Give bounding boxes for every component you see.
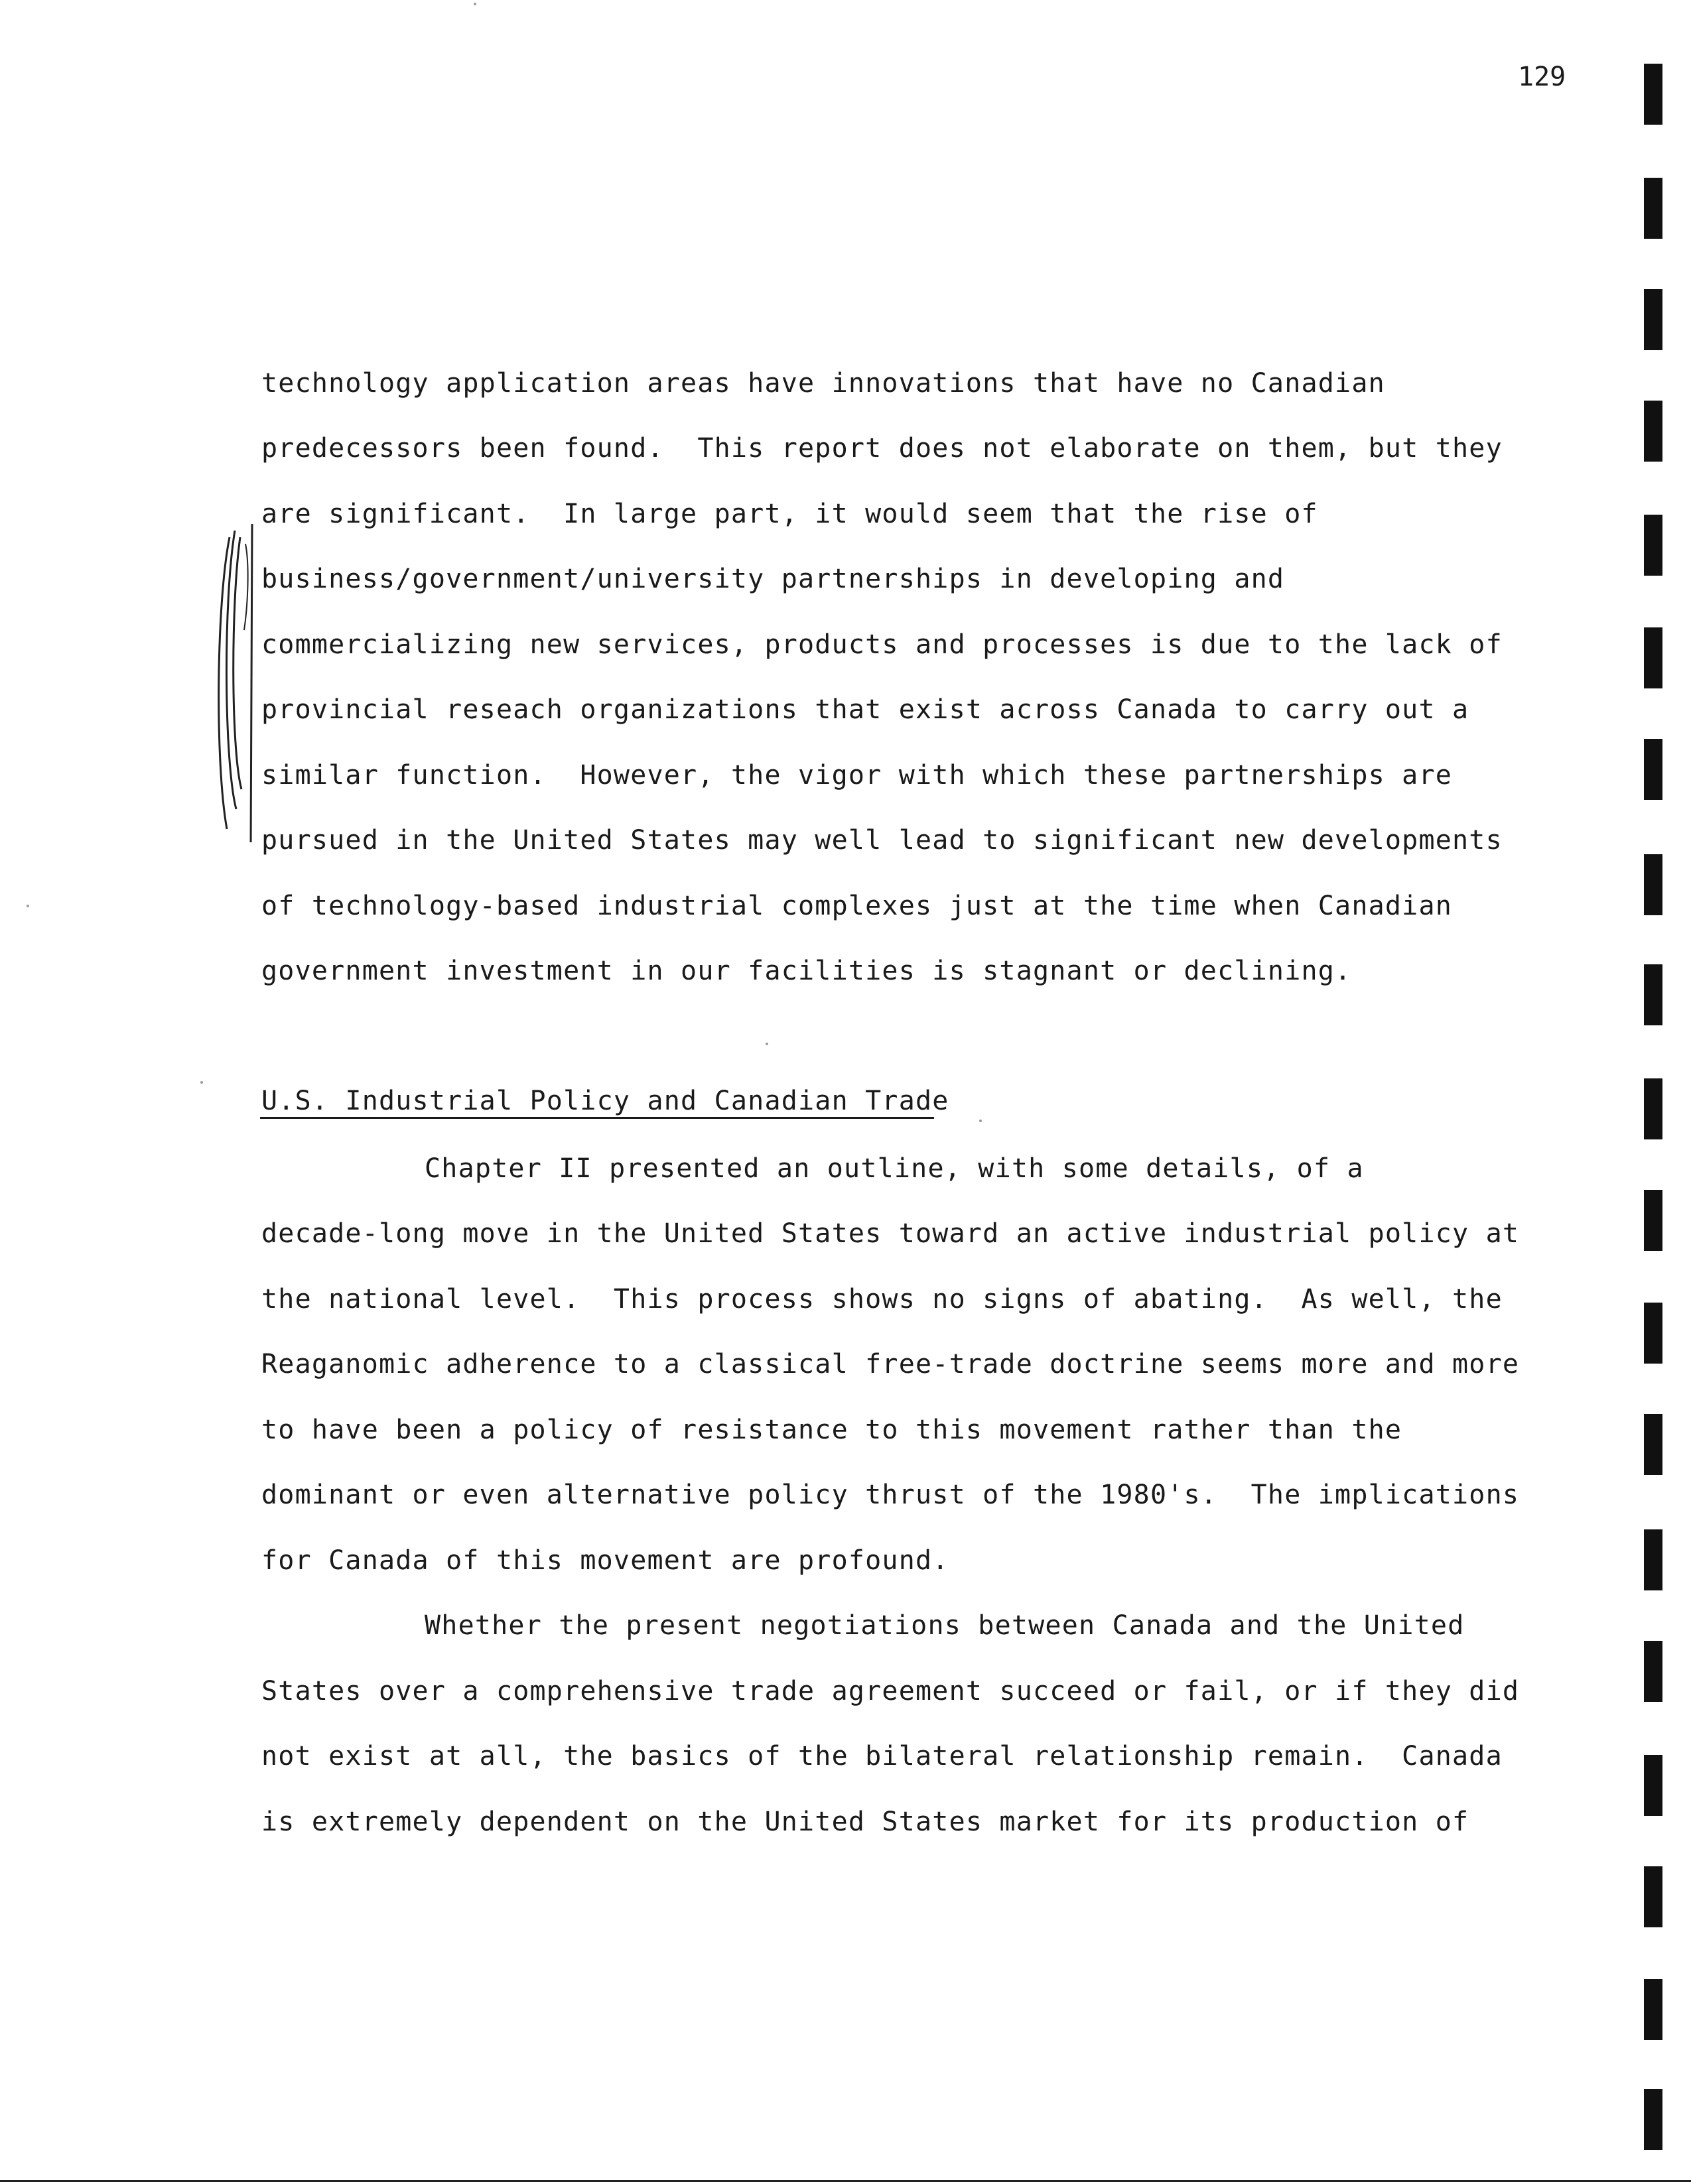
- body-text-line: to have been a policy of resistance to this movement rather than the: [261, 1415, 1402, 1445]
- binding-mark: [1644, 1755, 1662, 1816]
- body-text-line: is extremely dependent on the United States market for its production of: [261, 1807, 1469, 1837]
- binding-mark: [1644, 627, 1662, 688]
- body-text-line: similar function. However, the vigor with which these partnerships are: [261, 760, 1453, 791]
- binding-mark: [1644, 1303, 1662, 1364]
- body-text-line: pursued in the United States may well lead to significant new developments: [261, 825, 1503, 856]
- body-text-line: technology application areas have innovations that have no Canadian: [261, 368, 1385, 399]
- body-text-line: are significant. In large part, it would seem that the rise of: [261, 499, 1318, 529]
- body-text-line: dominant or even alternative policy thrust of the 1980's. The implications: [261, 1480, 1520, 1510]
- body-text-line: States over a comprehensive trade agreement succeed or fail, or if they did: [261, 1676, 1520, 1706]
- body-text-line: Whether the present negotiations between Canada and the United: [425, 1610, 1465, 1641]
- body-text-line: government investment in our facilities is stagnant or declining.: [261, 956, 1352, 986]
- binding-mark: [1644, 1190, 1662, 1251]
- binding-mark: [1644, 1529, 1662, 1590]
- heading-underline: [260, 1117, 934, 1119]
- body-text-line: provincial reseach organizations that exist across Canada to carry out a: [261, 694, 1469, 725]
- scan-speck: [766, 1043, 768, 1045]
- body-text-line: Chapter II presented an outline, with some details, of a: [425, 1153, 1364, 1184]
- binding-mark: [1644, 854, 1662, 915]
- binding-mark: [1644, 1414, 1662, 1475]
- binding-mark: [1644, 401, 1662, 462]
- body-text-line: decade-long move in the United States toward an active industrial policy at: [261, 1218, 1520, 1249]
- binding-mark: [1644, 64, 1662, 125]
- binding-mark: [1644, 1979, 1662, 2040]
- body-text-line: predecessors been found. This report does not elaborate on them, but they: [261, 433, 1503, 464]
- section-heading: U.S. Industrial Policy and Canadian Trade: [261, 1086, 949, 1116]
- page-bottom-edge: [0, 2180, 1691, 2182]
- body-text-line: business/government/university partnerships in developing and: [261, 564, 1285, 594]
- scan-speck: [474, 3, 476, 5]
- body-text-line: of technology-based industrial complexes just at the time when Canadian: [261, 891, 1453, 921]
- margin-bracket-annotation: [211, 524, 264, 842]
- body-text-line: for Canada of this movement are profound.: [261, 1545, 949, 1576]
- body-text-line: commercializing new services, products and processes is due to the lack of: [261, 629, 1503, 660]
- scan-speck: [979, 1120, 982, 1122]
- binding-mark: [1644, 515, 1662, 576]
- body-text-line: Reaganomic adherence to a classical free-trade doctrine seems more and more: [261, 1349, 1520, 1380]
- binding-mark: [1644, 1078, 1662, 1139]
- binding-mark: [1644, 739, 1662, 800]
- page-number: 129: [1518, 62, 1566, 92]
- binding-mark: [1644, 2089, 1662, 2150]
- binding-mark: [1644, 964, 1662, 1025]
- body-text-line: the national level. This process shows no signs of abating. As well, the: [261, 1284, 1503, 1315]
- scan-speck: [200, 1081, 203, 1084]
- binding-mark: [1644, 178, 1662, 239]
- binding-mark: [1644, 289, 1662, 350]
- binding-mark: [1644, 1641, 1662, 1702]
- binding-mark: [1644, 1866, 1662, 1927]
- scan-speck: [27, 905, 29, 907]
- body-text-line: not exist at all, the basics of the bilateral relationship remain. Canada: [261, 1741, 1503, 1771]
